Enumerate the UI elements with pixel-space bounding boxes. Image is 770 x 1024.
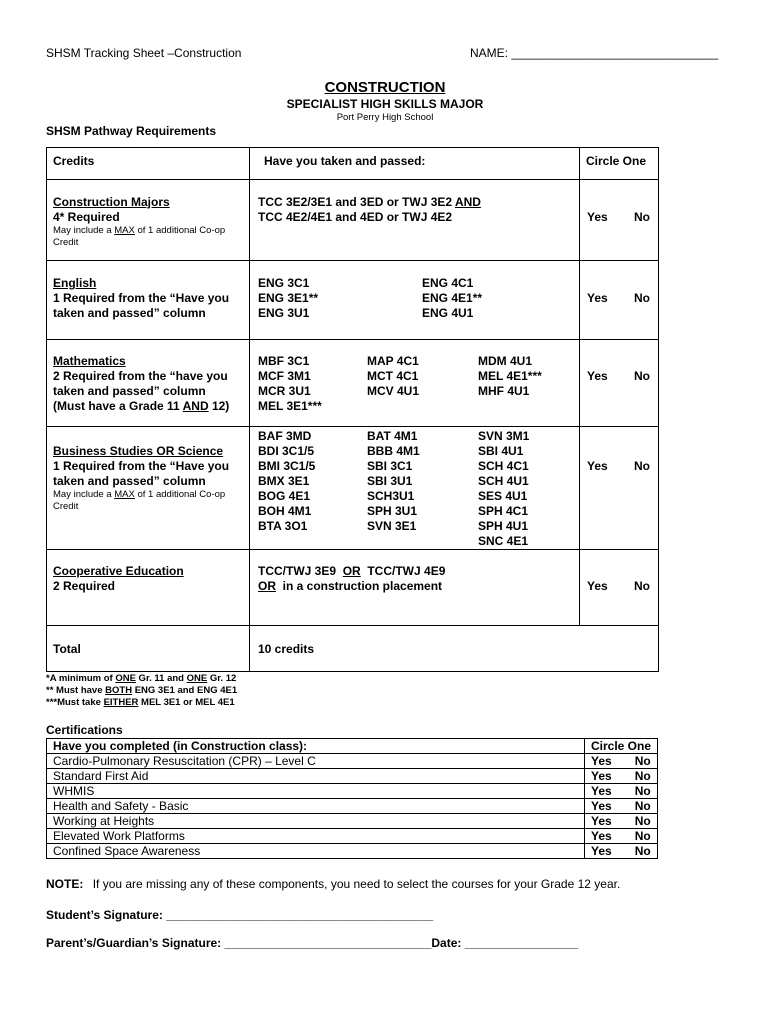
business-no[interactable]: No [634,459,650,473]
construction-courses: TCC 3E2/3E1 and 3ED or TWJ 3E2 AND TCC 4E2/4E1 and 4ED or TWJ 4E2 [258,195,481,224]
table-row [47,769,658,784]
certifications-table [46,738,658,859]
business-col1: BAF 3MD BDI 3C1/5 BMI 3C1/5 BMX 3E1 BOG 4E1 BOH 4M1 BTA 3O1 [258,429,316,533]
cert-item: Cardio-Pulmonary Resuscitation (CPR) – Level C [47,754,585,769]
cert-no[interactable]: No [634,844,651,858]
sheet-title: SHSM Tracking Sheet –Construction [46,46,242,60]
table-row [47,814,658,829]
construction-note-credit: Credit [53,237,79,248]
english-col1: ENG 3C1 ENG 3E1** ENG 3U1 [258,276,319,320]
cert-item: Standard First Aid [47,769,585,784]
col-header-taken: Have you taken and passed: [264,154,426,168]
cert-item: Confined Space Awareness [47,844,585,859]
cert-yes[interactable]: Yes [591,844,612,858]
english-no[interactable]: No [634,291,650,305]
school-name: Port Perry High School [336,112,434,123]
english-yes[interactable]: Yes [587,291,608,305]
cert-item: WHMIS [47,784,585,799]
construction-yes[interactable]: Yes [587,210,608,224]
certifications-heading: Certifications [46,723,123,737]
table-row [47,784,658,799]
math-yes[interactable]: Yes [587,369,608,383]
business-col2: BAT 4M1 BBB 4M1 SBI 3C1 SBI 3U1 SCH3U1 SPH 3U1 SVN 3E1 [367,429,420,533]
note [46,877,620,891]
coop-no[interactable]: No [634,579,650,593]
table-row [47,844,658,859]
student-signature-line[interactable]: Student’s Signature: ________________________________________ [46,908,434,922]
construction-note: May include a MAX of 1 additional Co-op [53,225,226,236]
math-col3: MDM 4U1 MEL 4E1*** MHF 4U1 [478,354,542,398]
cert-yes[interactable]: Yes [591,829,612,843]
business-col3: SVN 3M1 SBI 4U1 SCH 4C1 SCH 4U1 SES 4U1 SPH 4C1 SPH 4U1 SNC 4E1 [478,429,530,548]
construction-req: 4* Required [53,210,120,224]
math-no[interactable]: No [634,369,650,383]
math-credits-cell: Mathematics 2 Required from the “have you taken and passed” column (Must have a Grade 11 AND 12) [53,354,230,413]
english-col2: ENG 4C1 ENG 4E1** ENG 4U1 [422,276,483,320]
cert-yes[interactable]: Yes [591,814,612,828]
footnotes: *A minimum of ONE Gr. 11 and ONE Gr. 12 ** Must have BOTH ENG 3E1 and ENG 4E1 ***Must take EITHER MEL 3E1 or MEL 4E1 [46,673,238,708]
english-credits-cell: English 1 Required from the “Have you taken and passed” column [53,276,230,320]
math-col1: MBF 3C1 MCF 3M1 MCR 3U1 MEL 3E1*** [258,354,322,413]
math-col2: MAP 4C1 MCT 4C1 MCV 4U1 [367,354,420,398]
pathway-heading: SHSM Pathway Requirements [46,124,217,138]
name-field: NAME: _______________________________ [470,46,719,60]
cert-item: Elevated Work Platforms [47,829,585,844]
math-title: Mathematics [53,354,126,368]
cert-header-label: Have you completed (in Construction class): [47,739,585,754]
cert-no[interactable]: No [634,754,651,768]
col-header-credits: Credits [53,154,95,168]
table-row [47,799,658,814]
note-label: NOTE: [46,877,84,891]
cert-yes[interactable]: Yes [591,799,612,813]
page-title: CONSTRUCTION [324,79,446,96]
cert-yes[interactable]: Yes [591,754,612,768]
business-title: Business Studies OR Science [53,444,224,458]
business-credits-cell: Business Studies OR Science 1 Required from the “Have you taken and passed” column May include a MAX of 1 additional Co-op Credit [53,444,230,512]
cert-item: Health and Safety - Basic [47,799,585,814]
construction-credits-cell [53,195,225,249]
total-value: 10 credits [258,642,315,656]
cert-yes[interactable]: Yes [591,784,612,798]
note-text: If you are missing any of these components, you need to select the courses for your Grade 12 year. [92,877,621,891]
coop-title: Cooperative Education [53,564,184,578]
business-yes[interactable]: Yes [587,459,608,473]
construction-title: Construction Majors [53,195,170,209]
cert-no[interactable]: No [634,784,651,798]
page-subtitle: SPECIALIST HIGH SKILLS MAJOR [286,97,484,111]
cert-header-circle: Circle One [585,739,658,754]
construction-no[interactable]: No [634,210,650,224]
coop-credits-cell: Cooperative Education 2 Required [53,564,184,593]
coop-yes[interactable]: Yes [587,579,608,593]
col-header-circle: Circle One [586,154,647,168]
total-label: Total [53,642,81,656]
coop-courses: TCC/TWJ 3E9 OR TCC/TWJ 4E9 OR in a construction placement [258,564,446,593]
cert-no[interactable]: No [634,814,651,828]
parent-signature-line[interactable]: Parent’s/Guardian’s Signature: _______________________________Date: _________________ [46,936,579,950]
table-row [47,829,658,844]
cert-header-row [47,739,658,754]
english-title: English [53,276,97,290]
cert-no[interactable]: No [634,799,651,813]
cert-no[interactable]: No [634,829,651,843]
cert-item: Working at Heights [47,814,585,829]
table-row [47,754,658,769]
cert-no[interactable]: No [634,769,651,783]
cert-yes[interactable]: Yes [591,769,612,783]
